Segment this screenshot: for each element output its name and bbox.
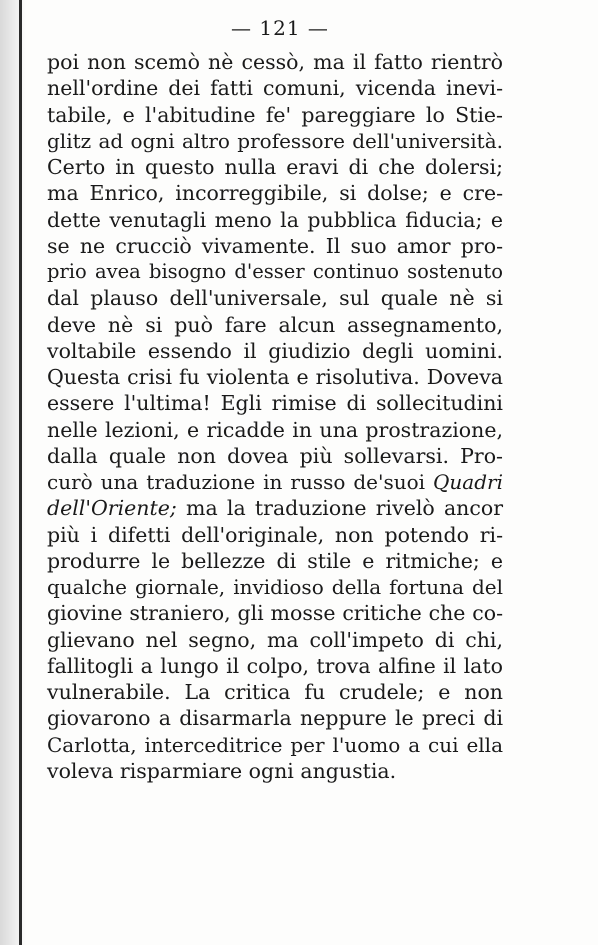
text-line: glitz ad ogni altro professore dell'università. xyxy=(47,128,503,153)
text-line: più i difetti dell'originale, non potendo ri- xyxy=(47,522,503,547)
text-line: prio avea bisogno d'esser continuo sostenuto xyxy=(47,260,503,283)
text-line: dal plauso dell'universale, sul quale nè si xyxy=(47,286,503,311)
text-line: tabile, e l'abitudine fe' pareggiare lo Stie- xyxy=(47,102,503,127)
text-line: Carlotta, interceditrice per l'uomo a cui ella xyxy=(47,732,503,757)
page-gutter-shadow xyxy=(0,0,26,945)
text-line: ma Enrico, incorreggibile, si dolse; e cre- xyxy=(47,181,503,206)
italic-title-segment: Quadri xyxy=(433,470,503,494)
text-line: fallitogli a lungo il colpo, trova alfine il lato xyxy=(47,653,503,678)
text-line: vulnerabile. La critica fu crudele; e non xyxy=(47,680,503,704)
text-line: essere l'ultima! Egli rimise di sollecitudini xyxy=(47,391,503,416)
page-binding-edge xyxy=(19,0,22,945)
text-line-with-title xyxy=(47,469,503,495)
page-number: — 121 — xyxy=(231,16,329,40)
text-line: voltabile essendo il giudizio degli uomini. xyxy=(47,338,503,363)
text-line: nell'ordine dei fatti comuni, vicenda inevi- xyxy=(47,76,503,101)
text-line: giovarono a disarmarla neppure le preci di xyxy=(47,706,503,731)
text-line: nelle lezioni, e ricadde in una prostrazione, xyxy=(47,417,503,442)
text-line: se ne crucciò vivamente. Il suo amor pro- xyxy=(47,233,503,258)
text-line: dette venutagli meno la pubblica fiducia; e xyxy=(47,207,503,232)
text-line: Questa crisi fu violenta e risolutiva. Doveva xyxy=(47,365,503,389)
text-line: produrre le bellezze di stile e ritmiche; e xyxy=(47,548,503,573)
text-line: glievano nel segno, ma coll'impeto di chi, xyxy=(47,627,503,652)
text-segment: curò una traduzione in russo de'suoi xyxy=(47,470,434,494)
text-segment: ma la traduzione rivelò ancor xyxy=(176,496,503,521)
text-line-last: voleva risparmiare ogni angustia. xyxy=(47,758,397,783)
text-line: poi non scemò nè cessò, ma il fatto rientrò xyxy=(47,50,503,74)
body-text xyxy=(47,49,503,784)
text-line: Certo in questo nulla eravi di che dolersi; xyxy=(47,155,503,179)
text-line: deve nè si può fare alcun assegnamento, xyxy=(47,312,503,337)
text-line: giovine straniero, gli mosse critiche che co- xyxy=(47,601,503,626)
text-line-with-title xyxy=(47,495,503,521)
italic-title-segment: dell'Oriente; xyxy=(47,496,177,521)
text-line: dalla quale non dovea più sollevarsi. Pro- xyxy=(47,443,503,468)
text-line: qualche giornale, invidioso della fortuna del xyxy=(47,575,503,599)
